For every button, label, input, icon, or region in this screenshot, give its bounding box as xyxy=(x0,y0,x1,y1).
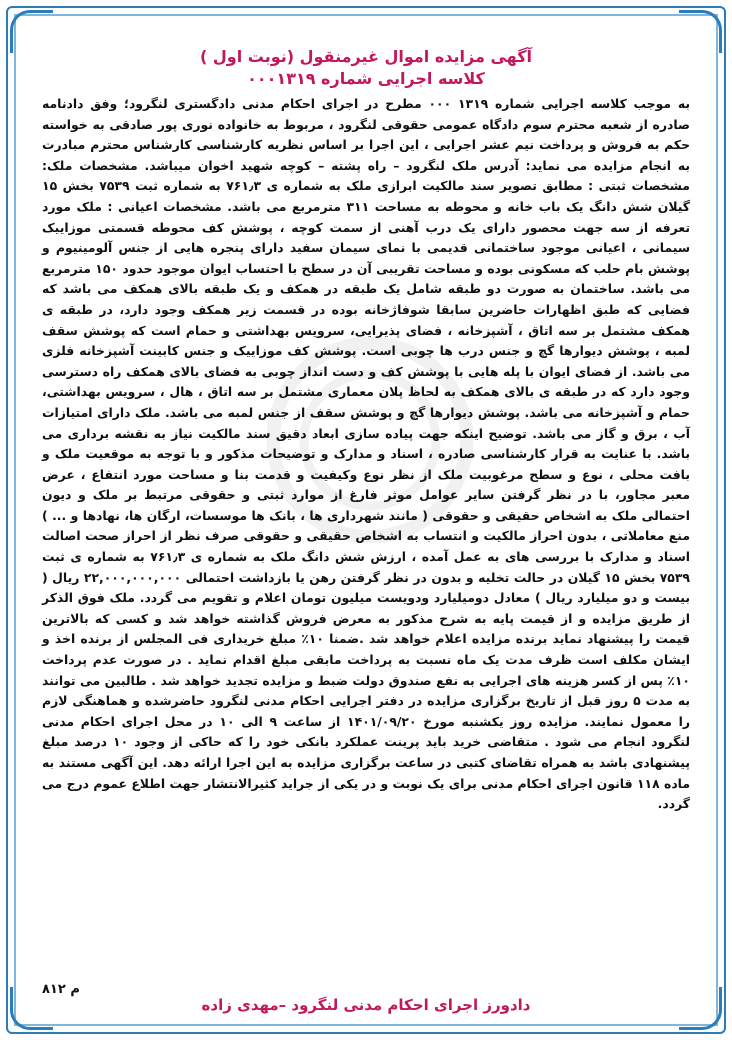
notice-content xyxy=(42,46,690,986)
reference-code: م ۸۱۲ xyxy=(42,982,80,997)
case-number-title: کلاسه اجرایی شماره ۰۰۰۱۳۱۹ xyxy=(247,69,485,88)
notice-body-text: به موجب کلاسه اجرایی شماره ۱۳۱۹ ۰۰۰ مطرح در اجرای احکام مدنی دادگستری لنگرود؛ وفق دادنامه صادره از شعبه محترم سوم دادگاه عمومی حقوقی لنگرود ، مربوط به خانواده نوری پور صادقی به خواسته حکم به فروش و پرداخت نیم عشر اجرایی ، این اجرا بر اساس نظریه کارشناسی کارشناس محترم مبادرت به انجام مزایده می نماید: آدرس ملک لنگرود – راه پشته – کوچه شهید اخوان میباشد. مشخصات ملک: مشخصات ثبتی : مطابق تصویر سند مالکیت ابرازی ملک به شماره ی ۷۶۱٫۳ به شماره ثبت ۷۵۳۹ بخش ۱۵ گیلان شش دانگ یک باب خانه و محوطه به مساحت ۳۱۱ مترمربع می باشد. مشخصات اعیانی : ملک مورد تعرفه از سه جهت محصور دارای یک درب آهنی از سمت کوچه ، پوشش کف محوطه قسمتی موزاییک سیمانی ، اعیانی موجود ساختمانی قدیمی با نمای سیمان سفید دارای پنجره هایی از جنس آلومینیوم و پوشش بام حلب که مسکونی بوده و مساحت تقریبی آن در سطح با احتساب ایوان موجود حدود ۱۵۰ مترمربع می باشد. ساختمان به صورت دو طبقه شامل یک طبقه در همکف و یک طبقه بالای همکف می باشد که فضایی که طبق اظهارات حاضرین سابقا شوفاژخانه بوده در قسمت زیر همکف وجود دارد، در طبقه ی همکف مشتمل بر سه اتاق ، آشپزخانه ، فضای پذیرایی، سرویس بهداشتی و حمام است که پوشش سقف لمبه ، پوشش دیوارها گچ و جنس درب ها چوبی است. پوشش کف موزاییک و جنس کابینت آشپزخانه فلزی می باشد. از فضای ایوان با پله هایی با پوشش کف و دست انداز چوبی به فضای بالای همکف راه دسترسی وجود دارد که در طبقه ی بالای همکف به لحاظ پلان معماری مشتمل بر سه اتاق ، هال ، سرویس بهداشتی، حمام و آشپزخانه می باشد. پوشش دیوارها گچ و پوشش سقف از جنس لمبه می باشد. ملک دارای امتیازات آب ، برق و گاز می باشد. توضیح اینکه جهت پیاده سازی ابعاد دقیق سند مالکیت نیاز به نقشه برداری می باشد. با عنایت به قرار کارشناسی صادره ، اسناد و مدارک و توضیحات مذکور و با توجه به موقعیت ملک و بافت محلی ، نوع و سطح مرغوبیت ملک از نظر نوع وکیفیت و قدمت بنا و مساحت مورد انتفاع ، عرض معبر مجاور، با در نظر گرفتن سایر عوامل موثر فارغ از موارد ثبتی و حقوقی مرتبط بر ملک و دیون احتمالی ملک به اشخاص حقیقی و حقوقی ( مانند شهرداری ها ، بانک ها موسسات، ارگان ها، نهادها و ... ) منع معاملاتی ، بدون احراز مالکیت و انتساب به اشخاص حقیقی و حقوقی صرف نظر از احراز صحت اصالت اسناد و مدارک با بررسی های به عمل آمده ، ارزش شش دانگ ملک به شماره ی ۷۶۱٫۳ به شماره ی ثبت ۷۵۳۹ بخش ۱۵ گیلان در حالت تخلیه و بدون در نظر گرفتن رهن یا بازداشت احتمالی ۲۲,۰۰۰,۰۰۰,۰۰۰ ریال ( بیست و دو میلیارد ریال ) معادل دومیلیارد ودویست میلیون تومان اعلام و تقویم می گردد. ملک فوق الذکر از طریق مزایده و از قیمت پایه به شرح مذکور به معرض فروش گذاشته خواهد شد و کسی که بالاترین قیمت را پیشنهاد نماید برنده مزایده اعلام خواهد شد .ضمنا ۱۰٪ مبلغ خریداری فی المجلس از برنده اخذ و ایشان مکلف است ظرف مدت یک ماه نسبت به پرداخت مابقی مبلغ اقدام نماید . در صورت عدم پرداخت ۱۰٪ پس از کسر هزینه های اجرایی به نفع صندوق دولت ضبط و مزایده تجدید خواهد شد . طالبین می توانند به مدت ۵ روز قبل از تاریخ برگزاری مزایده در دفتر اجرایی احکام مدنی لنگرود حاضرشده و هماهنگی لازم را معمول نمایند. مزایده روز یکشنبه مورخ ۱۴۰۱/۰۹/۲۰ از ساعت ۹ الی ۱۰ در محل اجرای احکام مدنی لنگرود انجام می شود . متقاضی خرید باید پرینت عملکرد بانکی خود را که حاکی از وجود ۱۰ درصد مبلغ پیشنهادی باشد به همراه تقاضای کتبی در ساعت برگزاری مزایده به این اجرا ارائه دهد. این آگهی مستند به ماده ۱۱۸ قانون اجرای احکام مدنی برای یک نوبت و در یکی از جراید کثیرالانتشار جهت اطلاع عموم درج می گردد. xyxy=(42,96,691,812)
notice-title: آگهی مزایده اموال غیرمنقول (نوبت اول ) xyxy=(200,47,532,66)
signature-line: دادورز اجرای احکام مدنی لنگرود –مهدی زاده xyxy=(201,996,531,1014)
